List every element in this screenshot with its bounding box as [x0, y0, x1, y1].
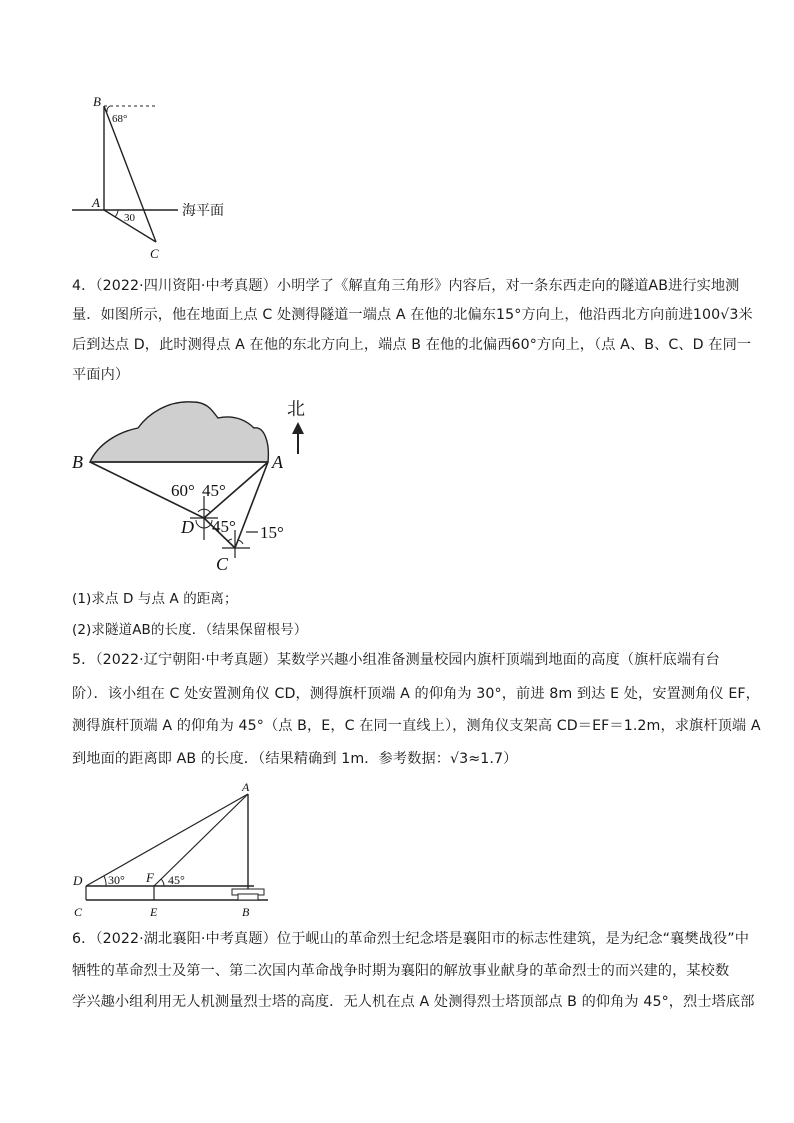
fig2-angle-45-top: 45° — [202, 481, 226, 500]
problem6-line1: 6．（2022·湖北襄阳·中考真题）位于岘山的革命烈士纪念塔是襄阳市的标志性建筑，是为纪念“襄樊战役”中 — [72, 931, 750, 947]
figure-tunnel-diagram — [68, 392, 338, 582]
problem4-question1: (1)求点 D 与点 A 的距离； — [72, 591, 238, 607]
fig2-angle-15: 15° — [260, 523, 284, 542]
figure-flagpole-diagram — [68, 778, 288, 920]
problem6-line2: 牺牲的革命烈士及第一、第二次国内革命战争时期为襄阳的解放事业献身的革命烈士的而兴建的，某校数 — [72, 963, 730, 979]
problem4-question2: (2)求隧道AB的长度．（结果保留根号） — [72, 622, 308, 638]
north-label: 北 — [287, 399, 305, 420]
mountain-shape — [90, 402, 268, 462]
fig1-sea-level-label: 海平面 — [182, 203, 224, 219]
fig2-label-d: D — [181, 517, 194, 537]
fig1-angle-30: 30 — [124, 212, 135, 224]
figure-sea-level-diagram — [68, 90, 248, 265]
problem6-line3: 学兴趣小组利用无人机测量烈士塔的高度．无人机在点 A 处测得烈士塔顶部点 B 的仰角为 45°，烈士塔底部 — [72, 994, 755, 1010]
problem5-line2: 阶）．该小组在 C 处安置测角仪 CD，测得旗杆顶端 A 的仰角为 30°，前进 8m 到达 E 处，安置测角仪 EF， — [72, 686, 760, 702]
fig1-label-a: A — [92, 195, 100, 210]
fig3-label-e: E — [150, 905, 158, 919]
problem4-line3: 后到达点 D，此时测得点 A 在他的东北方向上，端点 B 在他的北偏西60°方向上，（点 A、B、C、D 在同一 — [72, 337, 752, 353]
fig2-label-a: A — [272, 452, 283, 472]
fig3-label-f: F — [146, 870, 154, 885]
fig1-angle-68: 68° — [112, 113, 128, 125]
fig1-label-c: C — [150, 246, 159, 261]
fig3-angle-30: 30° — [108, 873, 125, 887]
fig2-angle-45-bottom: 45° — [212, 517, 236, 536]
problem4-line2: 量．如图所示，他在地面上点 C 处测得隧道一端点 A 在他的北偏东15°方向上，他沿西北方向前进100√3米 — [72, 307, 753, 323]
fig1-label-b: B — [93, 94, 101, 109]
problem4-line4: 平面内） — [72, 367, 130, 383]
fig3-label-b: B — [242, 905, 250, 919]
problem4-line1: 4．（2022·四川资阳·中考真题）小明学了《解直角三角形》内容后，对一条东西走向的隧道AB进行实地测 — [72, 278, 740, 294]
problem5-line1: 5．（2022·辽宁朝阳·中考真题）某数学兴趣小组准备测量校园内旗杆顶端到地面的高度（旗杆底端有台 — [72, 652, 720, 668]
fig2-angle-60: 60° — [171, 481, 195, 500]
problem5-line4: 到地面的距离即 AB 的长度．（结果精确到 1m．参考数据：√3≈1.7） — [72, 751, 518, 767]
fig3-label-c: C — [74, 905, 83, 919]
fig2-label-c: C — [216, 554, 229, 574]
problem5-line3: 测得旗杆顶端 A 的仰角为 45°（点 B，E，C 在同一直线上），测角仪支架高 CD＝EF＝1.2m，求旗杆顶端 A — [72, 718, 761, 734]
fig3-label-a: A — [242, 780, 250, 794]
fig3-label-d: D — [73, 873, 83, 888]
fig2-label-b: B — [72, 452, 83, 472]
fig3-angle-45: 45° — [168, 873, 185, 887]
